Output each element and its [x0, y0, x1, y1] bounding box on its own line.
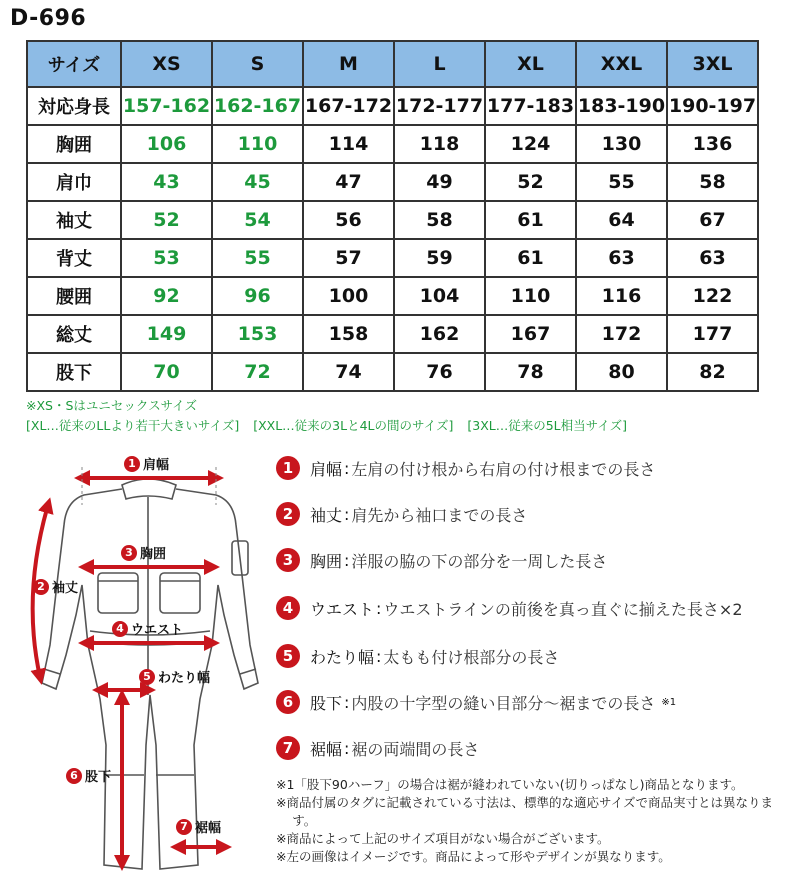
size-value-cell: 118 — [394, 125, 485, 163]
size-value-cell: 124 — [485, 125, 576, 163]
figure-label-chest: 3 胸囲 — [121, 543, 166, 562]
size-value-cell: 52 — [485, 163, 576, 201]
colon: : — [376, 646, 382, 666]
definition-item — [276, 688, 676, 716]
size-value-cell: 80 — [576, 353, 667, 391]
footnote: ※商品によって上記のサイズ項目がない場合がございます。 — [276, 831, 610, 846]
size-row — [27, 353, 758, 391]
size-value-cell: 63 — [576, 239, 667, 277]
size-value-cell: 153 — [212, 315, 303, 353]
definition-desc: ウエストラインの前後を真っ直ぐに揃えた長さ×2 — [383, 599, 743, 619]
size-value-cell: 136 — [667, 125, 758, 163]
row-label: 腰囲 — [27, 277, 121, 315]
number-badge: 3 — [276, 548, 300, 572]
header-cell: XL — [485, 41, 576, 87]
size-value-cell: 100 — [303, 277, 394, 315]
size-row — [27, 201, 758, 239]
definition-term: 肩幅 — [310, 459, 343, 479]
size-value-cell: 167 — [485, 315, 576, 353]
size-value-cell: 74 — [303, 353, 394, 391]
size-value-cell: 59 — [394, 239, 485, 277]
footnote: ※商品付属のタグに記載されている寸法は、標準的な適応サイズで商品実寸とは異なります。 — [276, 795, 773, 828]
row-label: 背丈 — [27, 239, 121, 277]
size-value-cell: 49 — [394, 163, 485, 201]
colon: : — [344, 550, 350, 570]
size-value-cell: 55 — [212, 239, 303, 277]
size-value-cell: 114 — [303, 125, 394, 163]
size-value-cell: 82 — [667, 353, 758, 391]
colon: : — [376, 598, 382, 618]
size-value-cell: 172-177 — [394, 87, 485, 125]
size-value-cell: 157-162 — [121, 87, 212, 125]
size-row — [27, 163, 758, 201]
size-value-cell: 167-172 — [303, 87, 394, 125]
size-value-cell: 92 — [121, 277, 212, 315]
size-value-cell: 106 — [121, 125, 212, 163]
size-value-cell: 72 — [212, 353, 303, 391]
definition-desc: 肩先から袖口までの長さ — [351, 505, 528, 525]
figure-label-waist: 4 ウエスト — [112, 619, 183, 638]
row-label: 総丈 — [27, 315, 121, 353]
size-value-cell: 76 — [394, 353, 485, 391]
header-cell: サイズ — [27, 41, 121, 87]
size-value-cell: 55 — [576, 163, 667, 201]
size-value-cell: 110 — [212, 125, 303, 163]
size-value-cell: 162 — [394, 315, 485, 353]
colon: : — [344, 458, 350, 478]
size-value-cell: 53 — [121, 239, 212, 277]
unisex-note: ※XS・Sはユニセックスサイズ — [26, 398, 198, 413]
figure-label-sleeve: 2 袖丈 — [33, 577, 78, 596]
figure-label-thigh: 5 わたり幅 — [139, 667, 210, 686]
size-value-cell: 64 — [576, 201, 667, 239]
row-label: 股下 — [27, 353, 121, 391]
size-value-cell: 190-197 — [667, 87, 758, 125]
size-value-cell: 149 — [121, 315, 212, 353]
coverall-illustration — [0, 445, 270, 892]
definition-term: わたり幅 — [310, 647, 375, 667]
definition-term: ウエスト — [310, 599, 375, 619]
definition-desc: 洋服の脇の下の部分を一周した長さ — [351, 551, 608, 571]
colon: : — [344, 692, 350, 712]
row-label: 袖丈 — [27, 201, 121, 239]
size-row — [27, 315, 758, 353]
row-label: 肩巾 — [27, 163, 121, 201]
number-badge: 5 — [276, 644, 300, 668]
definition-term: 股下 — [310, 693, 343, 713]
row-label: 胸囲 — [27, 125, 121, 163]
definition-term: 胸囲 — [310, 551, 343, 571]
size-value-cell: 58 — [667, 163, 758, 201]
header-cell: XS — [121, 41, 212, 87]
definition-item — [276, 642, 559, 670]
definition-footnote-mark: ※1 — [661, 696, 677, 708]
definition-desc: 左肩の付け根から右肩の付け根までの長さ — [351, 459, 656, 479]
size-value-cell: 104 — [394, 277, 485, 315]
header-cell: 3XL — [667, 41, 758, 87]
figure-label-hem: 7 裾幅 — [176, 817, 221, 836]
definition-item — [276, 594, 743, 622]
size-value-cell: 96 — [212, 277, 303, 315]
size-value-cell: 177-183 — [485, 87, 576, 125]
size-value-cell: 172 — [576, 315, 667, 353]
size-value-cell: 78 — [485, 353, 576, 391]
header-cell: M — [303, 41, 394, 87]
size-value-cell: 56 — [303, 201, 394, 239]
size-row — [27, 87, 758, 125]
figure-label-inseam: 6 股下 — [66, 766, 111, 785]
footnote: ※左の画像はイメージです。商品によって形やデザインが異なります。 — [276, 849, 671, 864]
number-badge: 4 — [276, 596, 300, 620]
size-value-cell: 177 — [667, 315, 758, 353]
number-badge: 1 — [276, 456, 300, 480]
header-cell: S — [212, 41, 303, 87]
compare-note-3xl: [3XL…従来の5L相当サイズ] — [467, 418, 628, 433]
size-value-cell: 70 — [121, 353, 212, 391]
size-value-cell: 54 — [212, 201, 303, 239]
definition-desc: 太もも付け根部分の長さ — [383, 647, 560, 667]
size-value-cell: 130 — [576, 125, 667, 163]
size-value-cell: 162-167 — [212, 87, 303, 125]
number-badge: 6 — [276, 690, 300, 714]
definition-item — [276, 454, 655, 482]
size-value-cell: 63 — [667, 239, 758, 277]
size-value-cell: 110 — [485, 277, 576, 315]
number-badge: 2 — [276, 502, 300, 526]
size-value-cell: 45 — [212, 163, 303, 201]
definition-item — [276, 546, 607, 574]
definition-desc: 内股の十字型の縫い目部分〜裾までの長さ — [351, 693, 656, 713]
definition-item — [276, 500, 527, 528]
definition-desc: 裾の両端間の長さ — [351, 739, 480, 759]
size-value-cell: 61 — [485, 239, 576, 277]
definition-item — [276, 734, 479, 762]
size-value-cell: 58 — [394, 201, 485, 239]
compare-note-xxl: [XXL…従来の3Lと4Lの間のサイズ] — [253, 418, 454, 433]
size-value-cell: 116 — [576, 277, 667, 315]
size-value-cell: 43 — [121, 163, 212, 201]
footnotes — [276, 776, 796, 866]
size-chart-table — [26, 40, 759, 392]
size-compare-note — [26, 416, 637, 434]
colon: : — [344, 504, 350, 524]
header-cell: L — [394, 41, 485, 87]
size-value-cell: 57 — [303, 239, 394, 277]
figure-label-shoulder: 1 肩幅 — [124, 454, 169, 473]
size-value-cell: 52 — [121, 201, 212, 239]
size-value-cell: 122 — [667, 277, 758, 315]
size-value-cell: 158 — [303, 315, 394, 353]
size-value-cell: 47 — [303, 163, 394, 201]
size-value-cell: 183-190 — [576, 87, 667, 125]
size-value-cell: 61 — [485, 201, 576, 239]
size-row — [27, 125, 758, 163]
row-label: 対応身長 — [27, 87, 121, 125]
size-row — [27, 277, 758, 315]
size-row — [27, 239, 758, 277]
definition-term: 裾幅 — [310, 739, 343, 759]
compare-note-xl: [XL…従来のLLより若干大きいサイズ] — [26, 418, 240, 433]
size-value-cell: 67 — [667, 201, 758, 239]
colon: : — [344, 738, 350, 758]
product-code: D-696 — [10, 6, 87, 31]
footnote: ※1「股下90ハーフ」の場合は裾が縫われていない(切りっぱなし)商品となります。 — [276, 777, 744, 792]
number-badge: 7 — [276, 736, 300, 760]
size-header-row — [27, 41, 758, 87]
definition-term: 袖丈 — [310, 505, 343, 525]
header-cell: XXL — [576, 41, 667, 87]
